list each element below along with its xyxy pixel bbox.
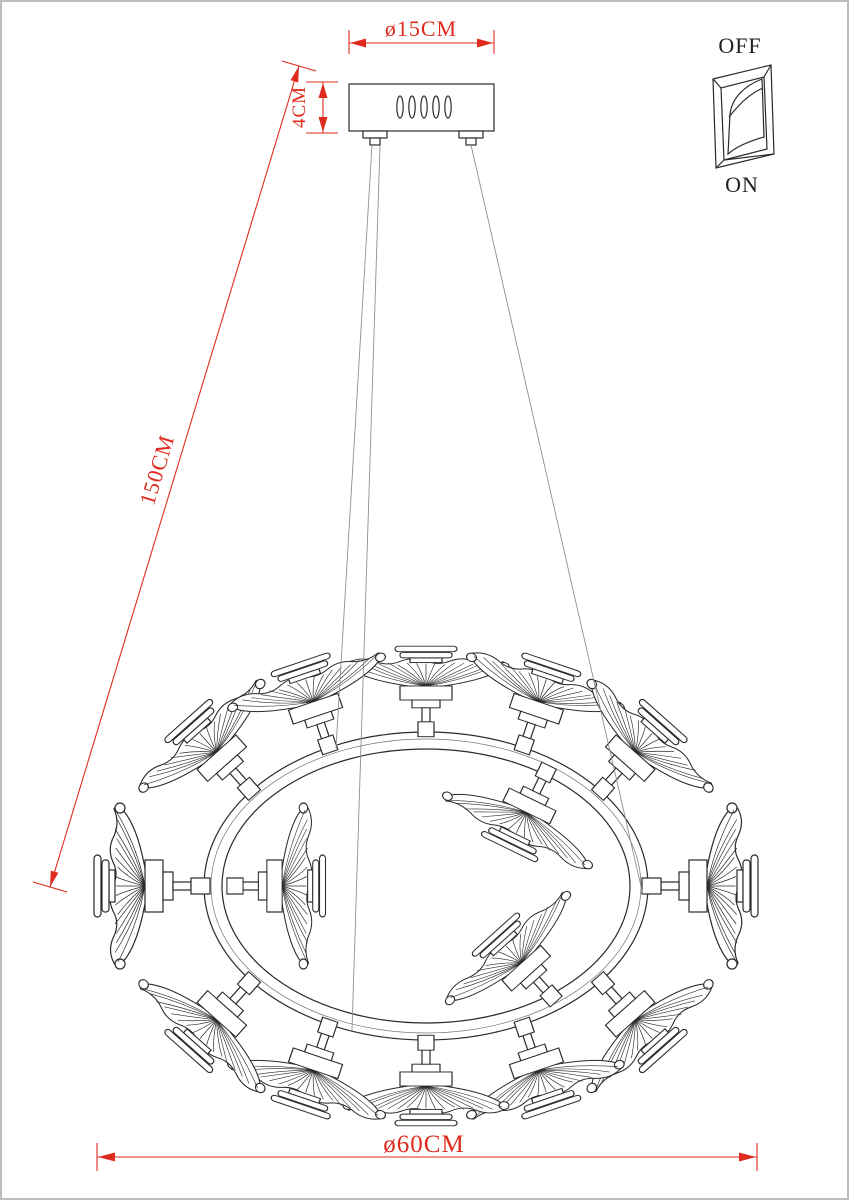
- canopy-height-label: 4CM: [289, 85, 310, 129]
- outer-shades: [94, 636, 758, 1137]
- cable-length-label: 150CM: [134, 431, 180, 509]
- dim-canopy-height: [289, 82, 338, 133]
- inner-shades: [227, 729, 624, 1057]
- fixture-diameter-label: ø60CM: [383, 1131, 465, 1158]
- outer-shade-5: [443, 993, 631, 1136]
- outer-shade-9: [94, 803, 210, 969]
- cable-gripper-left: [370, 138, 380, 145]
- outer-shade-11: [221, 636, 409, 779]
- cable-back-left: [336, 145, 372, 748]
- rocker-switch: [713, 33, 774, 197]
- canopy-diameter-label: ø15CM: [384, 16, 458, 41]
- switch-off-label: OFF: [718, 33, 762, 58]
- canopy-tab-left: [363, 131, 387, 138]
- suspension-cables: [336, 145, 643, 1030]
- canopy-box: [349, 84, 494, 131]
- switch-on-label: ON: [725, 172, 759, 197]
- outer-shade-3: [642, 803, 758, 969]
- cable-front-left: [352, 145, 380, 1030]
- chandelier-diagram: [2, 2, 849, 1200]
- cable-right: [471, 145, 643, 895]
- cable-gripper-right: [466, 138, 476, 145]
- canopy-tab-right: [459, 131, 483, 138]
- dim-canopy-diameter: [349, 16, 494, 54]
- dim-fixture-diameter: [97, 1131, 757, 1171]
- ceiling-canopy: [349, 84, 494, 145]
